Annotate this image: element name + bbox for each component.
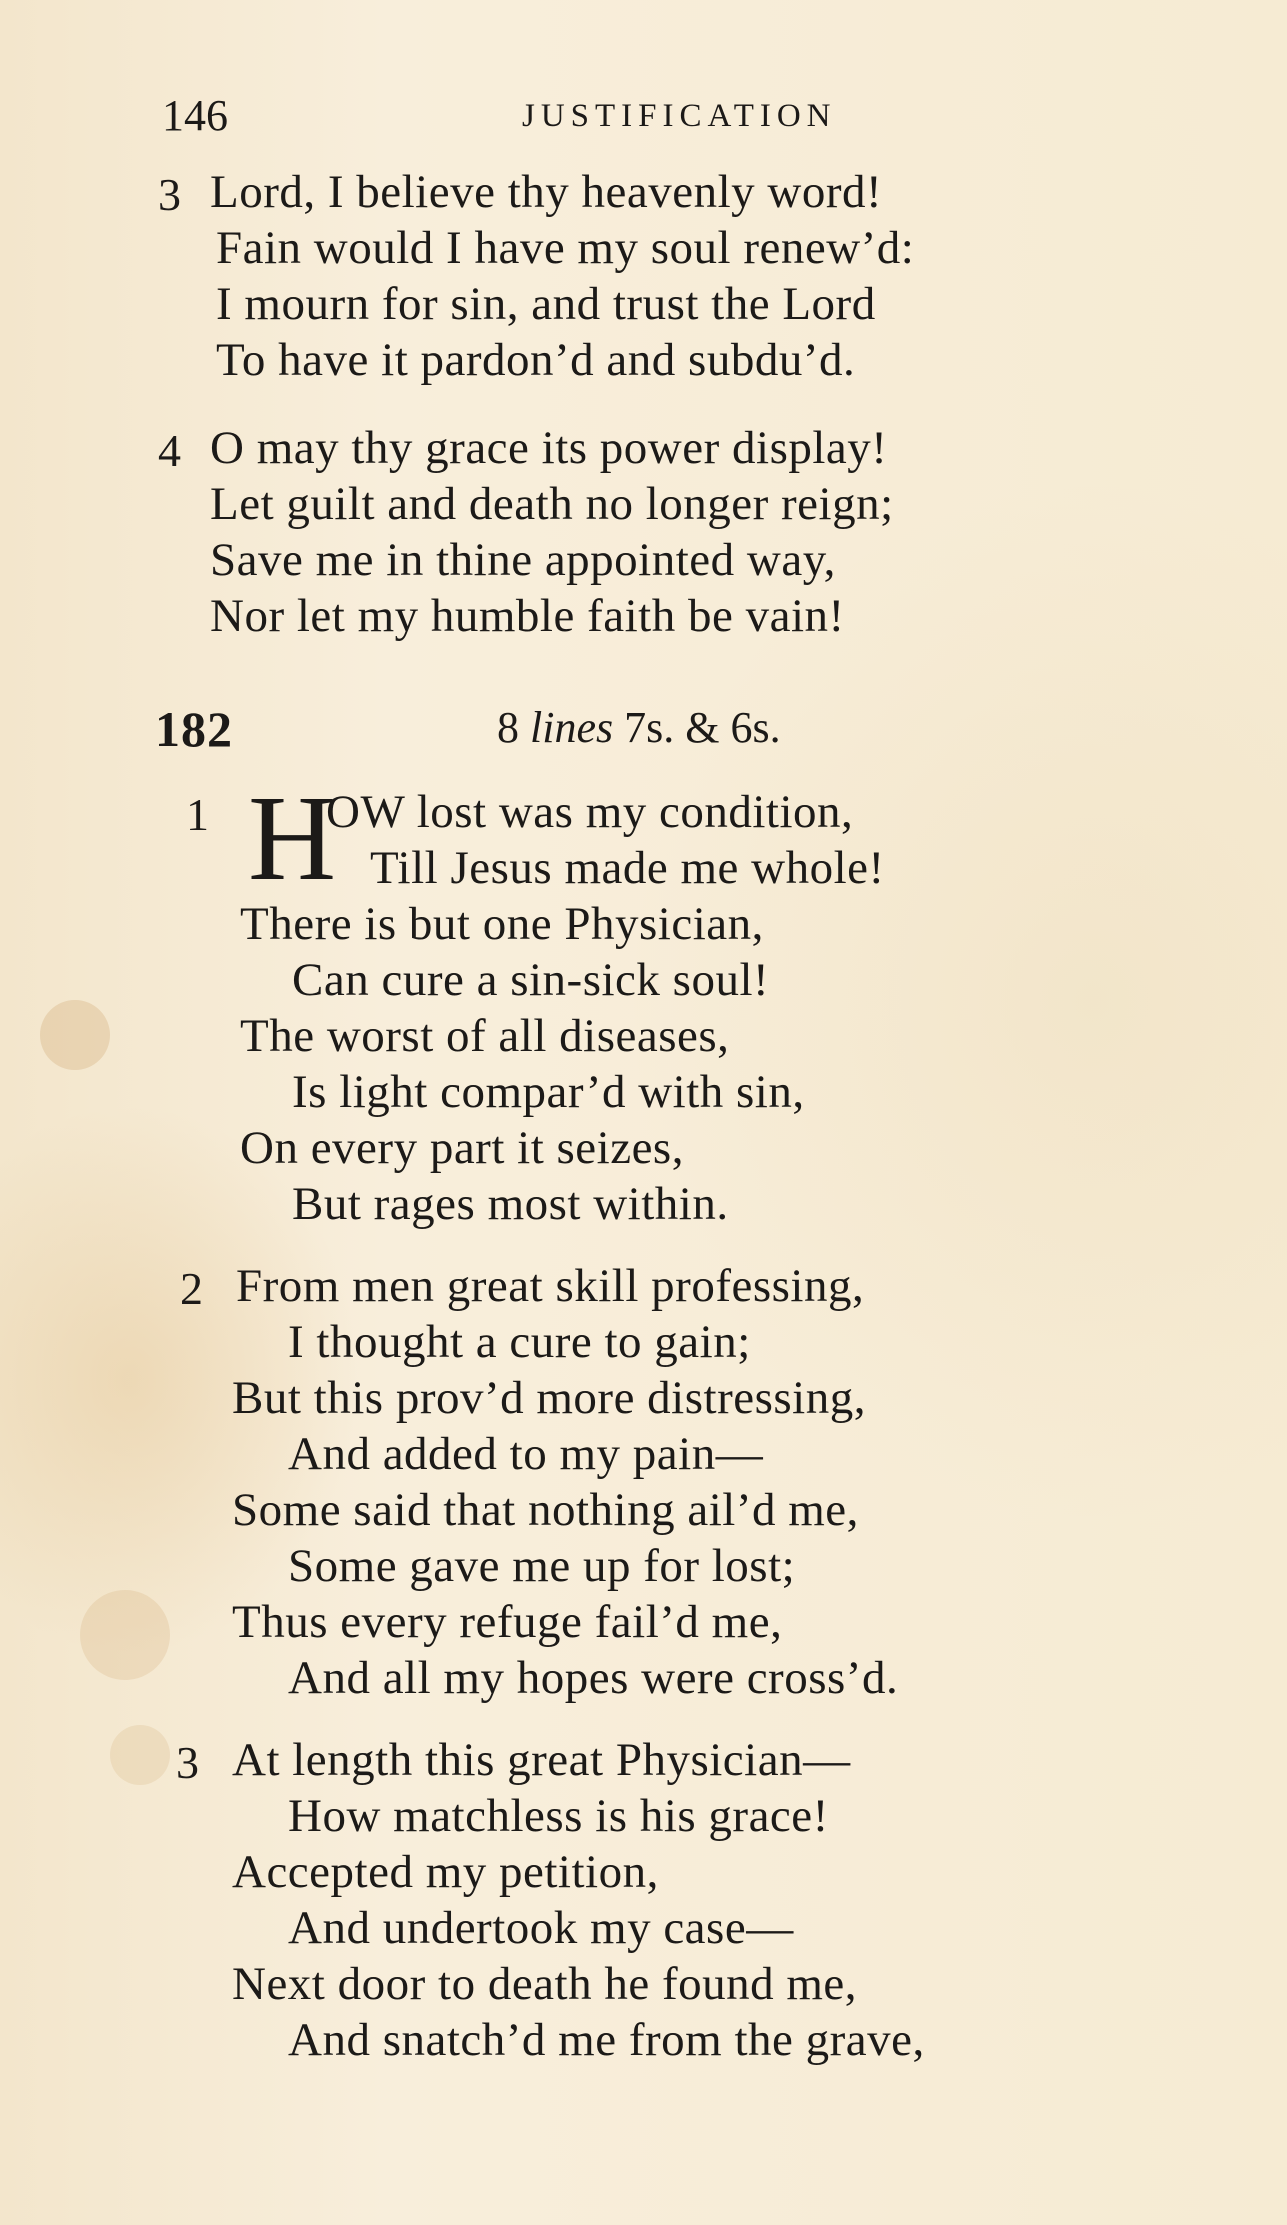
verse-line: Accepted my petition,	[232, 1846, 659, 1898]
verse-line: To have it pardon’d and subdu’d.	[216, 334, 856, 386]
meter-prefix: 8	[497, 703, 519, 752]
verse-line: On every part it seizes,	[240, 1122, 684, 1174]
page-number: 146	[162, 91, 228, 140]
stanza-number: 3	[176, 1737, 199, 1788]
verse-line: Thus every refuge fail’d me,	[232, 1596, 783, 1648]
verse-line: Some said that nothing ail’d me,	[232, 1484, 859, 1536]
verse-line: Next door to death he found me,	[232, 1958, 858, 2010]
verse-line: OW lost was my condition,	[326, 786, 854, 838]
stanza-number: 3	[158, 169, 181, 220]
running-title: JUSTIFICATION	[522, 98, 837, 134]
verse-line: Till Jesus made me whole!	[370, 842, 885, 894]
verse-line: But this prov’d more distressing,	[232, 1372, 866, 1424]
stanza-number: 1	[186, 789, 209, 840]
verse-line: Nor let my humble faith be vain!	[210, 590, 845, 642]
verse-line: Is light compar’d with sin,	[292, 1066, 805, 1118]
paper-stain	[110, 1725, 170, 1785]
verse-line: Lord, I believe thy heavenly word!	[210, 166, 883, 218]
verse-line: I thought a cure to gain;	[288, 1316, 751, 1368]
verse-line: I mourn for sin, and trust the Lord	[216, 278, 876, 330]
stanza-number: 2	[180, 1263, 203, 1314]
running-header	[162, 90, 1127, 146]
hymn-meter	[497, 702, 781, 753]
verse-line: There is but one Physician,	[240, 898, 764, 950]
verse-line: O may thy grace its power display!	[210, 422, 888, 474]
verse-line: Let guilt and death no longer reign;	[210, 478, 894, 530]
verse-line: And snatch’d me from the grave,	[288, 2014, 925, 2066]
paper-stain	[40, 1000, 110, 1070]
verse-line: How matchless is his grace!	[288, 1790, 829, 1842]
meter-italic: lines	[530, 703, 614, 752]
paper-stain	[80, 1590, 170, 1680]
meter-suffix: 7s. & 6s.	[624, 703, 781, 752]
verse-line: Save me in thine appointed way,	[210, 534, 836, 586]
verse-line: But rages most within.	[292, 1178, 729, 1230]
verse-line: From men great skill professing,	[236, 1260, 865, 1312]
verse-line: At length this great Physician—	[232, 1734, 851, 1786]
verse-line: And all my hopes were cross’d.	[288, 1652, 899, 1704]
verse-line: And added to my pain—	[288, 1428, 764, 1480]
stanza-number: 4	[158, 425, 181, 476]
drop-cap: H	[248, 771, 337, 906]
verse-line: Fain would I have my soul renew’d:	[216, 222, 915, 274]
verse-line: The worst of all diseases,	[240, 1010, 730, 1062]
verse-line: Can cure a sin-sick soul!	[292, 954, 770, 1006]
hymn-number: 182	[155, 701, 233, 757]
verse-line: Some gave me up for lost;	[288, 1540, 796, 1592]
verse-line: And undertook my case—	[288, 1902, 794, 1954]
